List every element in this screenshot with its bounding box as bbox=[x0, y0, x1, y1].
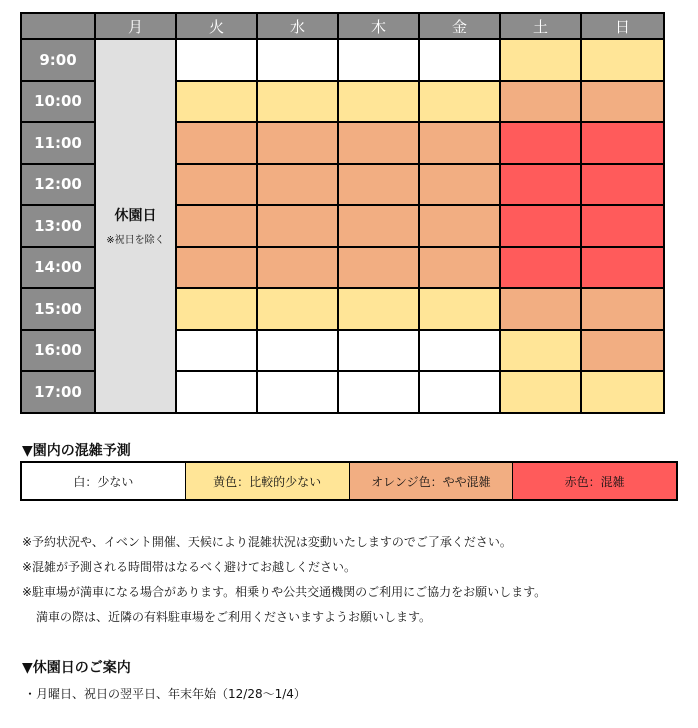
congestion-table bbox=[20, 12, 665, 414]
congestion-cell-low bbox=[419, 39, 500, 81]
congestion-cell-mid bbox=[500, 39, 581, 81]
congestion-cell-low bbox=[338, 330, 419, 372]
day-header: 月 bbox=[95, 13, 176, 39]
congestion-cell-busy bbox=[581, 164, 664, 206]
congestion-cell-busyish bbox=[581, 288, 664, 330]
congestion-cell-busyish bbox=[419, 122, 500, 164]
congestion-cell-mid bbox=[176, 81, 257, 123]
note: ※混雑が予測される時間帯はなるべく避けてお越しください。 bbox=[22, 560, 357, 574]
time-label: 17:00 bbox=[21, 371, 95, 413]
congestion-cell-mid bbox=[581, 39, 664, 81]
congestion-cell-busyish bbox=[419, 205, 500, 247]
congestion-cell-busyish bbox=[338, 205, 419, 247]
congestion-cell-mid bbox=[176, 288, 257, 330]
legend-item-busy: 赤色：混雑 bbox=[513, 463, 676, 499]
congestion-cell-mid bbox=[419, 81, 500, 123]
congestion-cell-low bbox=[419, 330, 500, 372]
congestion-cell-busy bbox=[581, 205, 664, 247]
congestion-cell-mid bbox=[338, 288, 419, 330]
congestion-cell-busy bbox=[500, 122, 581, 164]
congestion-cell-busyish bbox=[500, 81, 581, 123]
time-label: 16:00 bbox=[21, 330, 95, 372]
legend-item-low: 白：少ない bbox=[22, 463, 186, 499]
congestion-cell-busyish bbox=[500, 288, 581, 330]
congestion-cell-mid bbox=[257, 288, 338, 330]
congestion-cell-busyish bbox=[176, 164, 257, 206]
congestion-cell-busyish bbox=[257, 205, 338, 247]
congestion-cell-busyish bbox=[338, 247, 419, 289]
congestion-cell-busyish bbox=[257, 122, 338, 164]
congestion-cell-busy bbox=[581, 122, 664, 164]
congestion-cell-mid bbox=[338, 81, 419, 123]
congestion-cell-busy bbox=[500, 164, 581, 206]
day-header: 日 bbox=[581, 13, 664, 39]
note: ※駐車場が満車になる場合があります。相乗りや公共交通機関のご利用にご協力をお願いします。 bbox=[22, 585, 547, 599]
legend-title: ▼園内の混雑予測 bbox=[22, 443, 131, 459]
time-label: 10:00 bbox=[21, 81, 95, 123]
congestion-cell-low bbox=[257, 39, 338, 81]
congestion-cell-low bbox=[176, 39, 257, 81]
congestion-cell-busy bbox=[500, 247, 581, 289]
congestion-cell-busyish bbox=[257, 247, 338, 289]
day-header: 木 bbox=[338, 13, 419, 39]
day-header: 水 bbox=[257, 13, 338, 39]
closed-day-note: ※祝日を除く bbox=[106, 235, 165, 247]
time-label: 12:00 bbox=[21, 164, 95, 206]
holiday-title: ▼休園日のご案内 bbox=[22, 660, 131, 676]
congestion-cell-mid bbox=[257, 81, 338, 123]
time-label: 15:00 bbox=[21, 288, 95, 330]
congestion-cell-low bbox=[419, 371, 500, 413]
congestion-cell-busyish bbox=[419, 164, 500, 206]
congestion-cell-low bbox=[257, 371, 338, 413]
congestion-cell-mid bbox=[500, 330, 581, 372]
day-header: 土 bbox=[500, 13, 581, 39]
time-label: 9:00 bbox=[21, 39, 95, 81]
congestion-cell-mid bbox=[419, 288, 500, 330]
day-header: 火 bbox=[176, 13, 257, 39]
congestion-cell-mid bbox=[581, 371, 664, 413]
corner-cell bbox=[21, 13, 95, 39]
notes bbox=[22, 530, 546, 630]
legend-item-busyish: オレンジ色：やや混雑 bbox=[350, 463, 514, 499]
congestion-cell-busyish bbox=[338, 122, 419, 164]
table-row bbox=[21, 39, 664, 81]
congestion-cell-busy bbox=[500, 205, 581, 247]
holiday-text: ・月曜日、祝日の翌平日、年末年始（12/28～1/4） bbox=[24, 687, 306, 701]
congestion-cell-mid bbox=[500, 371, 581, 413]
closed-day-cell bbox=[95, 39, 176, 413]
closed-day-title: 休園日 bbox=[114, 208, 157, 225]
congestion-cell-low bbox=[176, 330, 257, 372]
header-row bbox=[21, 13, 664, 39]
congestion-cell-busyish bbox=[338, 164, 419, 206]
time-label: 14:00 bbox=[21, 247, 95, 289]
congestion-cell-busyish bbox=[176, 247, 257, 289]
note: 満車の際は、近隣の有料駐車場をご利用くださいますようお願いします。 bbox=[36, 610, 432, 624]
congestion-cell-busyish bbox=[581, 330, 664, 372]
day-header: 金 bbox=[419, 13, 500, 39]
time-label: 13:00 bbox=[21, 205, 95, 247]
congestion-cell-busy bbox=[581, 247, 664, 289]
congestion-cell-busyish bbox=[176, 205, 257, 247]
congestion-cell-low bbox=[338, 39, 419, 81]
time-label: 11:00 bbox=[21, 122, 95, 164]
congestion-cell-busyish bbox=[419, 247, 500, 289]
congestion-cell-busyish bbox=[176, 122, 257, 164]
congestion-cell-busyish bbox=[257, 164, 338, 206]
congestion-cell-busyish bbox=[581, 81, 664, 123]
legend bbox=[20, 461, 678, 501]
note: ※予約状況や、イベント開催、天候により混雑状況は変動いたしますのでご了承ください。 bbox=[22, 535, 512, 549]
congestion-cell-low bbox=[176, 371, 257, 413]
congestion-cell-low bbox=[257, 330, 338, 372]
congestion-cell-low bbox=[338, 371, 419, 413]
legend-item-mid: 黄色：比較的少ない bbox=[186, 463, 350, 499]
